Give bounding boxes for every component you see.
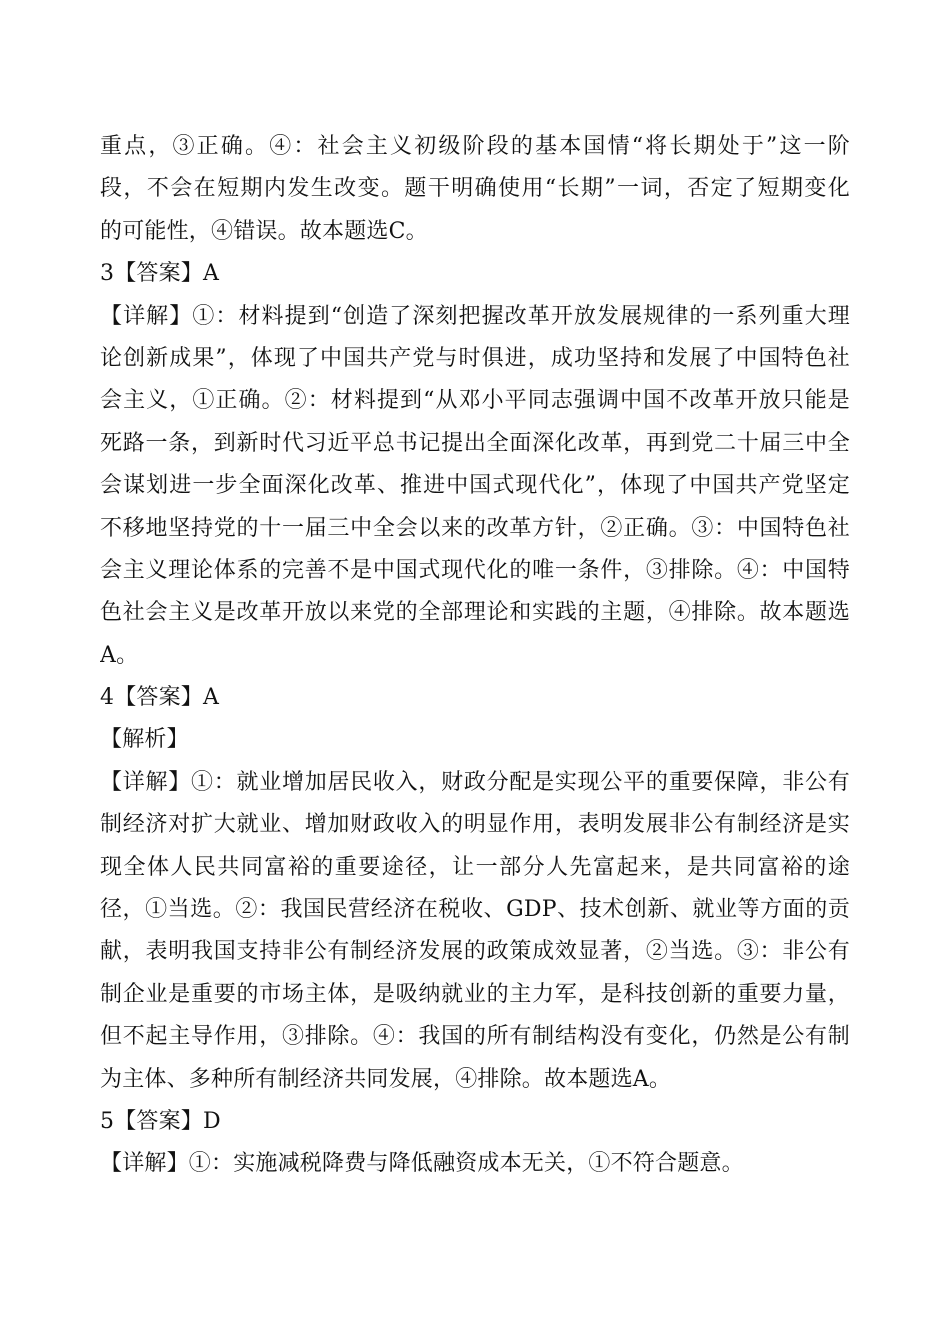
answer-heading-4: 4【答案】A [100, 685, 220, 711]
text-line: 的可能性，④错误。故本题选C。 [100, 218, 428, 244]
text-line: 制经济对扩大就业、增加财政收入的明显作用，表明发展非公有制经济是实 [100, 812, 850, 838]
text-line: 死路一条，到新时代习近平总书记提出全面深化改革，再到党二十届三中全 [100, 430, 850, 456]
text-line: 不移地坚持党的十一届三中全会以来的改革方针，②正确。③：中国特色社 [100, 515, 850, 541]
text-line: 现全体人民共同富裕的重要途径，让一部分人先富起来，是共同富裕的途 [100, 854, 850, 880]
text-line: 但不起主导作用，③排除。④：我国的所有制结构没有变化，仍然是公有制 [100, 1024, 850, 1050]
text-line: 制企业是重要的市场主体，是吸纳就业的主力军，是科技创新的重要力量， [100, 981, 850, 1007]
text-line: 【详解】①：就业增加居民收入，财政分配是实现公平的重要保障，非公有 [100, 769, 850, 795]
answer-heading-3: 3【答案】A [100, 261, 220, 287]
text-line: 会主义理论体系的完善不是中国式现代化的唯一条件，③排除。④：中国特 [100, 557, 850, 583]
text-line: A。 [100, 642, 139, 668]
text-line: 论创新成果”，体现了中国共产党与时俱进，成功坚持和发展了中国特色社 [100, 345, 850, 371]
text-line: 会谋划进一步全面深化改革、推进中国式现代化”，体现了中国共产党坚定 [100, 473, 850, 499]
text-line: 径，①当选。②：我国民营经济在税收、GDP、技术创新、就业等方面的贡 [100, 897, 850, 923]
answer-explanation-body [100, 126, 850, 1186]
text-line: 色社会主义是改革开放以来党的全部理论和实践的主题，④排除。故本题选 [100, 600, 850, 626]
answer-heading-5: 5【答案】D [100, 1108, 221, 1134]
text-line: 【详解】①：材料提到“创造了深刻把握改革开放发展规律的一系列重大理 [100, 303, 850, 329]
text-line: 重点，③正确。④：社会主义初级阶段的基本国情“将长期处于”这一阶 [100, 134, 850, 159]
text-line: 【详解】①：实施减税降费与降低融资成本无关，①不符合题意。 [100, 1151, 744, 1177]
text-line: 段，不会在短期内发生改变。题干明确使用“长期”一词，否定了短期变化 [100, 176, 850, 202]
text-line: 为主体、多种所有制经济共同发展，④排除。故本题选A。 [100, 1066, 672, 1092]
text-line: 会主义，①正确。②：材料提到“从邓小平同志强调中国不改革开放只能是 [100, 388, 850, 414]
text-line: 献，表明我国支持非公有制经济发展的政策成效显著，②当选。③：非公有 [100, 939, 850, 965]
analysis-heading: 【解析】 [100, 727, 189, 753]
